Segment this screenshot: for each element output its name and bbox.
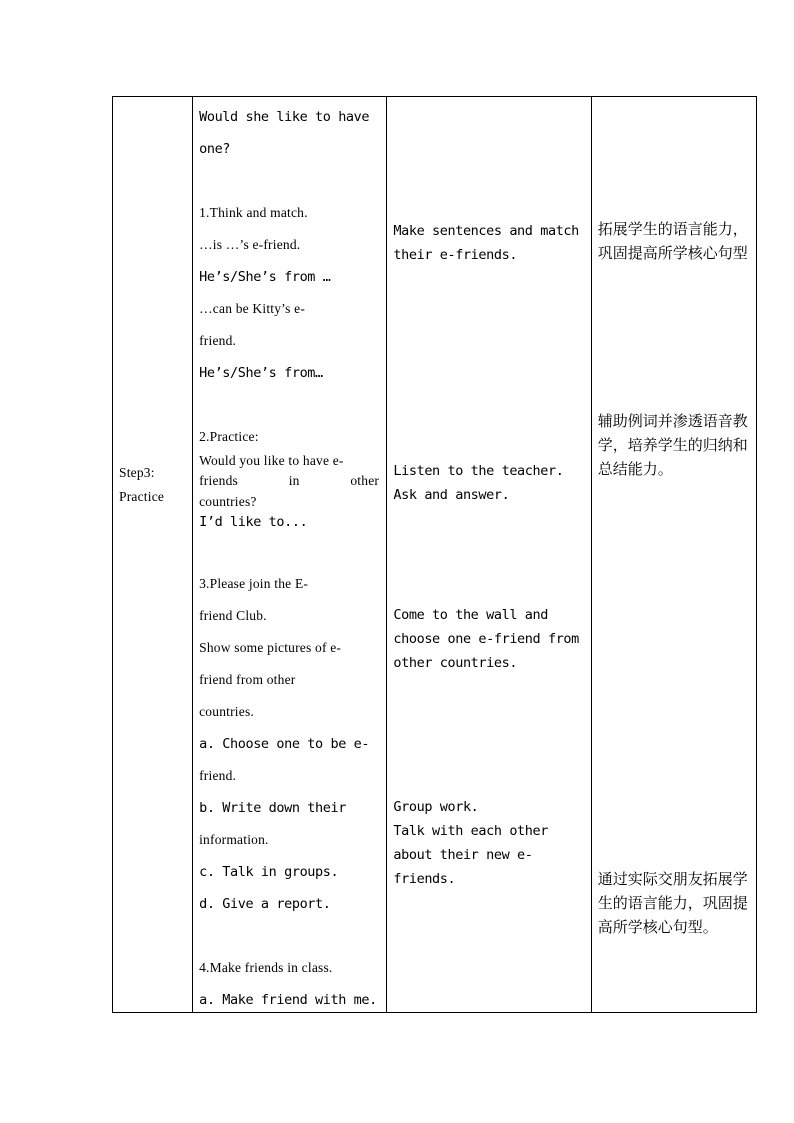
step-label: Step3: Practice bbox=[119, 465, 165, 504]
activity-line: Come to the wall and bbox=[393, 607, 548, 623]
content-line: He’s/She’s from … bbox=[199, 269, 331, 285]
content-line: a. Make friend with me. bbox=[199, 992, 377, 1008]
content-line: Show some pictures of e- bbox=[199, 640, 342, 655]
activity-line: Listen to the teacher. bbox=[393, 463, 564, 479]
content-line: friend. bbox=[199, 333, 237, 348]
content-line: …can be Kitty’s e- bbox=[199, 301, 306, 316]
activity-line: Talk with each other bbox=[393, 823, 548, 839]
think-title: 1.Think and match. bbox=[199, 205, 308, 220]
class-title: 4.Make friends in class. bbox=[199, 960, 333, 975]
content-line: countries. bbox=[199, 704, 254, 719]
content-line: He’s/She’s from… bbox=[199, 365, 323, 381]
content-line: information. bbox=[199, 832, 269, 847]
content-line: Would you like to have e- bbox=[199, 453, 344, 468]
activity-line: friends. bbox=[393, 871, 456, 887]
club-title: 3.Please join the E- bbox=[199, 576, 309, 591]
content-line: …is …’s e-friend. bbox=[199, 237, 301, 252]
activity-line: Ask and answer. bbox=[393, 487, 510, 503]
activity-line: other countries. bbox=[393, 655, 518, 671]
step-cell bbox=[113, 97, 193, 1013]
content-line: friend. bbox=[199, 768, 237, 783]
purpose-text: 拓展学生的语言能力，巩固提高所学核心句型 bbox=[597, 220, 748, 262]
activity-line: Group work. bbox=[393, 799, 479, 815]
content-line: friend Club. bbox=[199, 608, 267, 623]
activity-cell bbox=[387, 97, 591, 1013]
practice-title: 2.Practice: bbox=[199, 429, 259, 444]
content-line: countries? bbox=[199, 494, 257, 509]
activity-line: about their new e- bbox=[393, 847, 533, 863]
content-line: d. Give a report. bbox=[199, 896, 331, 912]
content-line: one? bbox=[199, 141, 231, 157]
purpose-text: 辅助例词并渗透语音教学，培养学生的归纳和总结能力。 bbox=[597, 412, 748, 478]
content-cell bbox=[193, 97, 387, 1013]
activity-line: Make sentences and match bbox=[393, 223, 579, 239]
content-line: friend from other bbox=[199, 672, 296, 687]
purpose-cell bbox=[591, 97, 756, 1013]
content-line: Would she like to have bbox=[199, 109, 370, 125]
content-line: c. Talk in groups. bbox=[199, 864, 339, 880]
lesson-plan-table bbox=[112, 96, 757, 1013]
activity-line: choose one e-friend from bbox=[393, 631, 579, 647]
table-row bbox=[113, 97, 757, 1013]
activity-line: their e-friends. bbox=[393, 247, 518, 263]
content-line: b. Write down their bbox=[199, 800, 346, 816]
purpose-text: 通过实际交朋友拓展学生的语言能力，巩固提高所学核心句型。 bbox=[597, 870, 748, 936]
content-line: I’d like to... bbox=[199, 514, 308, 530]
content-line: a. Choose one to be e- bbox=[199, 736, 370, 752]
content-line: friends in other bbox=[199, 473, 380, 488]
